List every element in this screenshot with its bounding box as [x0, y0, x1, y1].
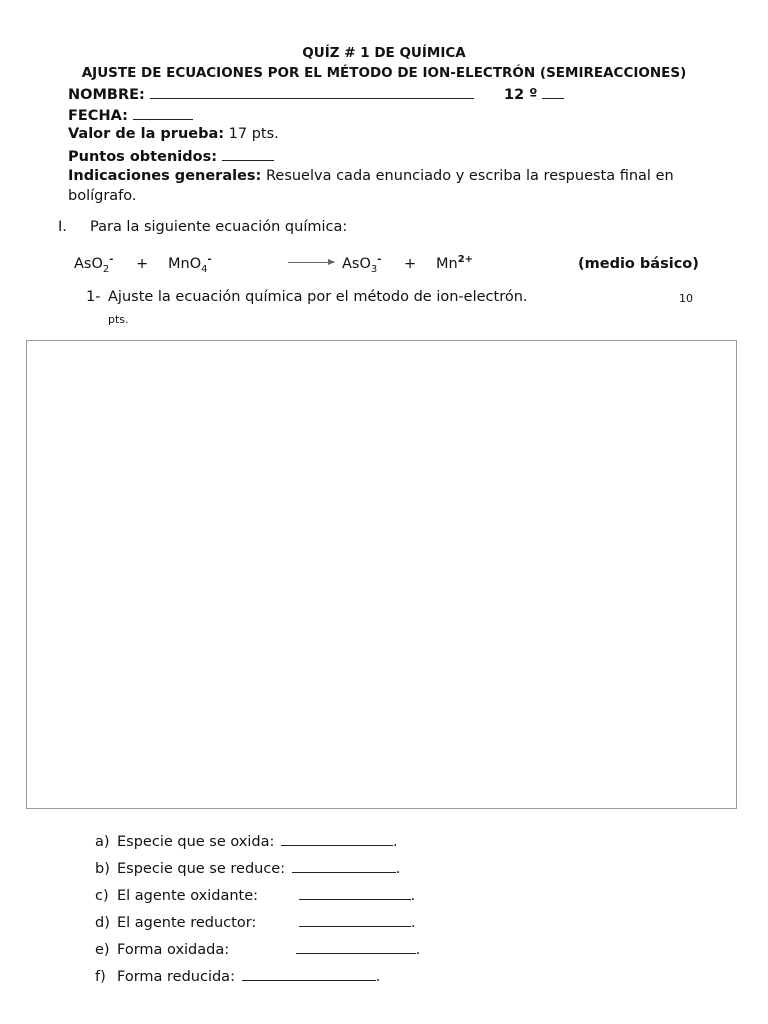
question-points-value: 10 — [679, 292, 693, 305]
quiz-subtitle: AJUSTE DE ECUACIONES POR EL MÉTODO DE ION-ELECTRÓN (SEMIREACCIONES) — [81, 65, 687, 81]
plus-sign: + — [404, 256, 417, 272]
grade-blank[interactable] — [542, 85, 564, 99]
list-item: e) Forma oxidada: . — [95, 942, 421, 958]
puntos-line — [68, 147, 274, 165]
answer-blank-b[interactable] — [292, 860, 396, 873]
section-text: Para la siguiente ecuación química: — [90, 219, 348, 235]
indicaciones-label: Indicaciones generales: — [68, 168, 262, 184]
valor-value: 17 pts. — [228, 126, 279, 142]
reactant-mno4: MnO$_4$- — [168, 254, 212, 275]
quiz-title: QUÍZ # 1 DE QUÍMICA — [302, 45, 466, 61]
answer-work-box[interactable] — [26, 340, 737, 809]
list-item: b) Especie que se reduce: . — [95, 861, 401, 877]
list-item: d) El agente reductor: . — [95, 915, 416, 931]
fecha-label: FECHA: — [68, 108, 128, 124]
answer-blank-a[interactable] — [281, 833, 393, 846]
fecha-blank[interactable] — [133, 106, 193, 120]
list-item: a) Especie que se oxida: . — [95, 834, 398, 850]
indicaciones-text-cont: bolígrafo. — [68, 188, 137, 204]
question-1 — [86, 289, 528, 305]
nombre-blank[interactable] — [150, 85, 474, 99]
puntos-label: Puntos obtenidos: — [68, 149, 218, 165]
question-points-unit: pts. — [108, 313, 129, 326]
section-i — [58, 219, 347, 235]
reaction-arrow-icon — [288, 262, 334, 263]
grade-label: 12 º — [504, 87, 538, 103]
puntos-blank[interactable] — [222, 147, 274, 161]
question-text: Ajuste la ecuación química por el método de ion-electrón. — [108, 289, 528, 305]
product-aso3: AsO$_3$- — [342, 254, 382, 275]
question-number: 1- — [86, 289, 101, 305]
plus-sign: + — [136, 256, 149, 272]
indicaciones-line — [68, 168, 674, 184]
reactant-aso2: AsO$_2$- — [74, 254, 114, 275]
answer-blank-e[interactable] — [296, 941, 416, 954]
product-mn: $Mn^{2+}$ — [436, 254, 474, 272]
valor-line — [68, 126, 279, 142]
valor-label: Valor de la prueba: — [68, 126, 225, 142]
medium-label: (medio básico) — [578, 256, 699, 272]
nombre-label: NOMBRE: — [68, 87, 145, 103]
answer-blank-c[interactable] — [299, 887, 411, 900]
list-item: c) El agente oxidante: . — [95, 888, 416, 904]
section-numeral: I. — [58, 219, 67, 235]
indicaciones-text: Resuelva cada enunciado y escriba la respuesta final en — [265, 168, 674, 184]
answer-blank-f[interactable] — [242, 968, 376, 981]
nombre-field — [68, 85, 564, 103]
list-item: f) Forma reducida: . — [95, 969, 381, 985]
fecha-field — [68, 106, 193, 124]
answer-blank-d[interactable] — [299, 914, 411, 927]
